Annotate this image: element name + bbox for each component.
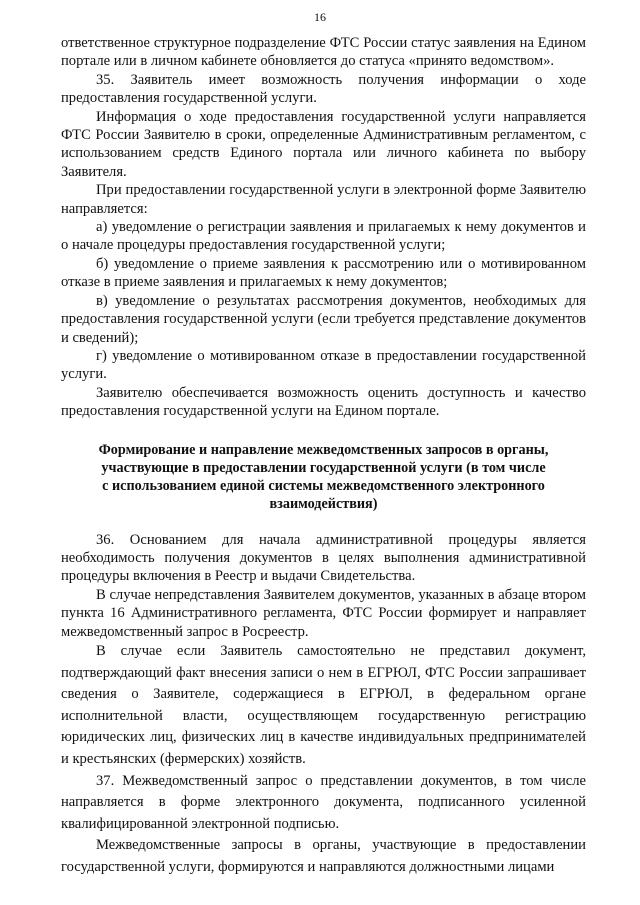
paragraph-item-36: 36. Основанием для начала административной процедуры является необходимость получения документов в целях выполнения административной процедуры включения в Реестр и выдачи Свидетельства. — [61, 531, 586, 585]
paragraph-item-35: 35. Заявитель имеет возможность получения информации о ходе предоставления государственной услуги. — [61, 71, 586, 107]
paragraph-quality-rating: Заявителю обеспечивается возможность оценить доступность и качество предоставления государственной услуги на Едином портале. — [61, 384, 586, 420]
heading-line: Формирование и направление межведомственных запросов в органы, — [98, 441, 549, 458]
section-heading — [61, 441, 586, 513]
page-number: 16 — [314, 10, 326, 24]
list-item-a: а) уведомление о регистрации заявления и прилагаемых к нему документов и о начале процедуры предоставления государственной услуги; — [61, 219, 586, 254]
page-body — [61, 34, 586, 879]
paragraph-item-37: 37. Межведомственный запрос о представлении документов, в том числе направляется в форме электронного документа, подписанного усиленной квалифицированной электронной подписью. — [61, 772, 586, 832]
paragraph-rosreestr-request: В случае непредставления Заявителем документов, указанных в абзаце втором пункта 16 Административного регламента, ФТС России формирует и направляет межведомственный запрос в Росреестр. — [61, 586, 586, 640]
paragraph-progress-info: Информация о ходе предоставления государственной услуги направляется ФТС России Заявителю в сроки, определенные Административным регламентом, с использованием средств Единого портала или личного кабинета по выбору Заявителя. — [61, 108, 586, 180]
heading-line: участвующие в предоставлении государственной услуги (в том числе — [101, 459, 546, 476]
list-item-b: б) уведомление о приеме заявления к рассмотрению или о мотивированном отказе в приеме заявления и прилагаемых к нему документов; — [61, 255, 586, 291]
paragraph-interagency-requests: Межведомственные запросы в органы, участвующие в предоставлении государственной услуги, формируются и направляются должностными лицами — [61, 837, 586, 875]
list-item-v: в) уведомление о результатах рассмотрения документов, необходимых для предоставления государственной услуги (если требуется представление документов и сведений); — [61, 292, 586, 346]
paragraph-egrul-request: В случае если Заявитель самостоятельно не представил документ, подтверждающий факт внесения записи о нем в ЕГРЮЛ, ФТС России запрашивает сведения о Заявителе, содержащиеся в ЕГРЮЛ, в федеральном органе исполнительной власти, осуществляющем государственную регистрацию юридических лиц, физических лиц в качестве индивидуальных предпринимателей и крестьянских (фермерских) хозяйств. — [61, 642, 586, 767]
list-item-g: г) уведомление о мотивированном отказе в предоставлении государственной услуги. — [61, 347, 586, 383]
heading-line: взаимодействия) — [269, 495, 378, 512]
heading-line: с использованием единой системы межведомственного электронного — [102, 477, 545, 494]
paragraph-continuation: ответственное структурное подразделение ФТС России статус заявления на Едином портале или в личном кабинете обновляется до статуса «принято ведомством». — [61, 35, 586, 70]
paragraph-electronic-form: При предоставлении государственной услуги в электронной форме Заявителю направляется: — [61, 182, 586, 217]
